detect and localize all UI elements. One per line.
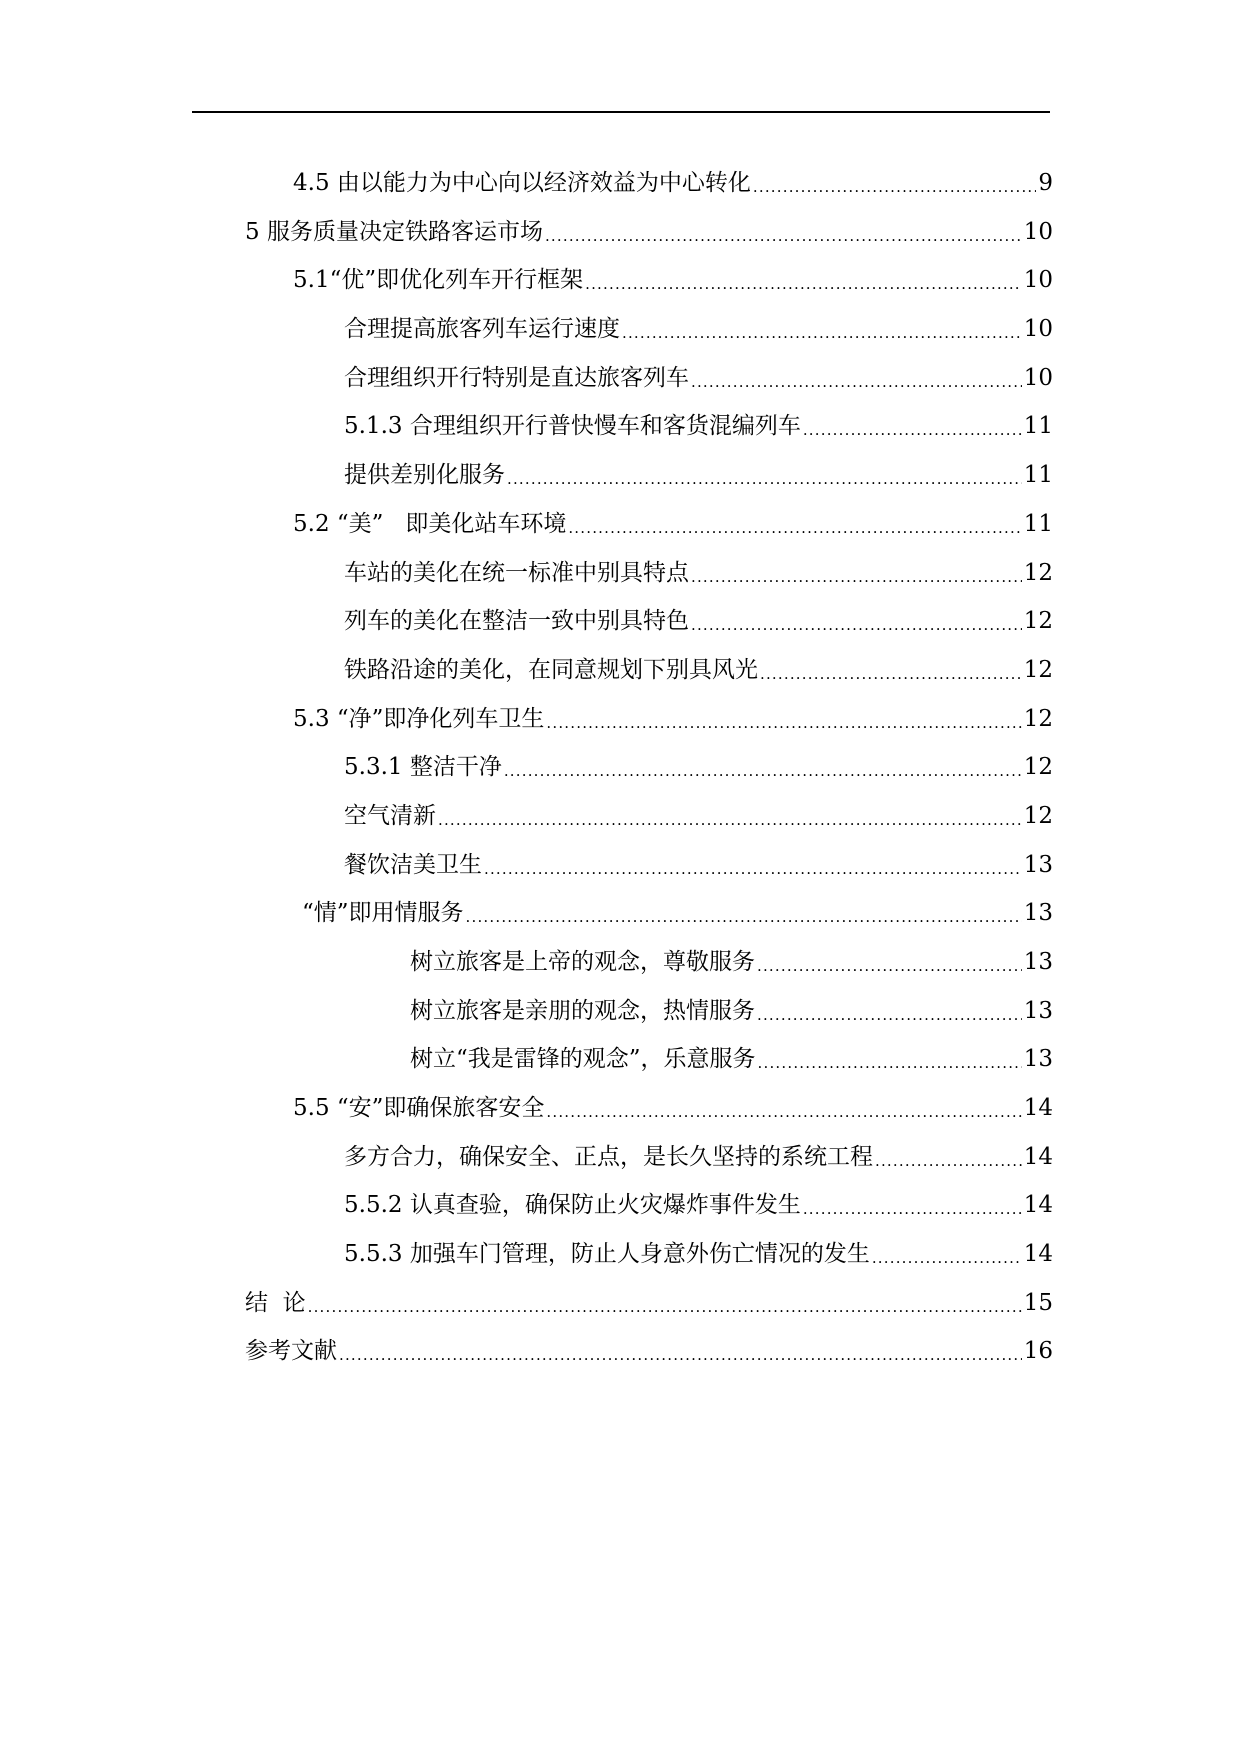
toc-entry-title: 5.2 “美” 即美化站车环境 bbox=[293, 511, 567, 537]
toc-entry-5-4-3[interactable] bbox=[410, 1038, 1053, 1074]
toc-entry-page: 13 bbox=[1023, 949, 1053, 975]
toc-entry-5-3-2[interactable] bbox=[344, 795, 1053, 831]
toc-dot-leader bbox=[622, 322, 1022, 344]
toc-entry-title: 5.5.3 加强车门管理，防止人身意外伤亡情况的发生 bbox=[344, 1241, 870, 1267]
toc-entry-page: 12 bbox=[1023, 560, 1053, 586]
toc-entry-5-2-1[interactable] bbox=[344, 552, 1053, 588]
toc-entry-page: 13 bbox=[1023, 900, 1053, 926]
toc-entry-title: 5.1“优”即优化列车开行框架 bbox=[293, 267, 584, 293]
toc-entry-page: 15 bbox=[1023, 1290, 1053, 1316]
toc-dot-leader bbox=[504, 760, 1022, 782]
toc-entry-page: 14 bbox=[1023, 1241, 1053, 1267]
toc-dot-leader bbox=[466, 906, 1022, 928]
toc-entry-page: 12 bbox=[1023, 706, 1053, 732]
toc-entry-page: 11 bbox=[1023, 462, 1053, 488]
toc-entry-title: 车站的美化在统一标准中别具特点 bbox=[344, 560, 689, 586]
toc-entry-title: 5.5 “安”即确保旅客安全 bbox=[293, 1095, 545, 1121]
toc-entry-title: 结 论 bbox=[245, 1290, 306, 1316]
toc-dot-leader bbox=[760, 663, 1022, 685]
toc-entry-page: 12 bbox=[1023, 754, 1053, 780]
toc-entry-title: 空气清新 bbox=[344, 803, 436, 829]
toc-entry-page: 11 bbox=[1023, 413, 1053, 439]
toc-entry-5-1-3[interactable] bbox=[344, 405, 1053, 441]
toc-entry-title: 餐饮洁美卫生 bbox=[344, 852, 482, 878]
toc-dot-leader bbox=[546, 712, 1021, 734]
toc-entry-title: 提供差别化服务 bbox=[344, 462, 505, 488]
toc-entry-title: 5.3.1 整洁干净 bbox=[344, 754, 502, 780]
toc-entry-title: 5.1.3 合理组织开行普快慢车和客货混编列车 bbox=[344, 413, 801, 439]
toc-dot-leader bbox=[545, 225, 1022, 247]
toc-entry-5-2[interactable] bbox=[293, 503, 1053, 539]
toc-entry-page: 14 bbox=[1023, 1192, 1053, 1218]
toc-entry-page: 13 bbox=[1023, 998, 1053, 1024]
toc-dot-leader bbox=[691, 371, 1022, 393]
toc-dot-leader bbox=[438, 809, 1022, 831]
toc-entry-page: 9 bbox=[1038, 170, 1053, 196]
toc-dot-leader bbox=[585, 273, 1022, 295]
toc-entry-title: 树立“我是雷锋的观念”，乐意服务 bbox=[410, 1046, 756, 1072]
toc-entry-title: 铁路沿途的美化，在同意规划下别具风光 bbox=[344, 657, 758, 683]
toc-entry-title: 合理提高旅客列车运行速度 bbox=[344, 316, 620, 342]
toc-entry-title: 4.5 由以能力为中心向以经济效益为中心转化 bbox=[293, 170, 751, 196]
toc-dot-leader bbox=[872, 1247, 1022, 1269]
toc-entry-page: 12 bbox=[1023, 657, 1053, 683]
toc-entry-title: 列车的美化在整洁一致中别具特色 bbox=[344, 608, 689, 634]
toc-entry-title: 树立旅客是亲朋的观念，热情服务 bbox=[410, 998, 755, 1024]
toc-entry-5-5-1[interactable] bbox=[344, 1136, 1053, 1172]
toc-entry-5-2-3[interactable] bbox=[344, 649, 1053, 685]
toc-dot-leader bbox=[546, 1101, 1021, 1123]
toc-entry-title: 5.3 “净”即净化列车卫生 bbox=[293, 706, 545, 732]
toc-entry-page: 10 bbox=[1023, 316, 1053, 342]
toc-dot-leader bbox=[691, 566, 1022, 588]
toc-entry-page: 12 bbox=[1023, 608, 1053, 634]
toc-dot-leader bbox=[568, 517, 1021, 539]
toc-dot-leader bbox=[339, 1344, 1022, 1366]
toc-entry-conclusion[interactable] bbox=[245, 1282, 1053, 1318]
toc-entry-5-4-2[interactable] bbox=[410, 990, 1053, 1026]
toc-dot-leader bbox=[757, 955, 1022, 977]
toc-entry-5-4[interactable] bbox=[302, 892, 1053, 928]
toc-entry-title: 多方合力，确保安全、正点，是长久坚持的系统工程 bbox=[344, 1144, 873, 1170]
toc-dot-leader bbox=[484, 858, 1022, 880]
toc-entry-title: 合理组织开行特别是直达旅客列车 bbox=[344, 365, 689, 391]
toc-entry-5-3[interactable] bbox=[293, 698, 1053, 734]
toc-entry-page: 13 bbox=[1023, 852, 1053, 878]
toc-entry-title: 5.5.2 认真查验，确保防止火灾爆炸事件发生 bbox=[344, 1192, 801, 1218]
toc-dot-leader bbox=[757, 1004, 1022, 1026]
toc-entry-5-1-1[interactable] bbox=[344, 308, 1053, 344]
toc-entry-5-5-3[interactable] bbox=[344, 1233, 1053, 1269]
toc-dot-leader bbox=[753, 176, 1036, 198]
toc-entry-page: 10 bbox=[1023, 267, 1053, 293]
toc-dot-leader bbox=[803, 1198, 1022, 1220]
toc-entry-page: 13 bbox=[1023, 1046, 1053, 1072]
toc-entry-page: 10 bbox=[1023, 365, 1053, 391]
toc-entry-5-4-1[interactable] bbox=[410, 941, 1053, 977]
toc-entry-title: “情”即用情服务 bbox=[302, 900, 464, 926]
toc-entry-page: 14 bbox=[1023, 1144, 1053, 1170]
toc-entry-page: 10 bbox=[1023, 219, 1053, 245]
toc-dot-leader bbox=[803, 419, 1022, 441]
toc-entry-title: 树立旅客是上帝的观念，尊敬服务 bbox=[410, 949, 755, 975]
toc-entry-5-2-2[interactable] bbox=[344, 600, 1053, 636]
toc-entry-5-5[interactable] bbox=[293, 1087, 1053, 1123]
toc-entry-5-1-4[interactable] bbox=[344, 454, 1053, 490]
toc-dot-leader bbox=[758, 1052, 1022, 1074]
toc-entry-page: 16 bbox=[1023, 1338, 1053, 1364]
toc-entry-4-5[interactable] bbox=[293, 162, 1053, 198]
toc-dot-leader bbox=[507, 468, 1022, 490]
toc-entry-title: 参考文献 bbox=[245, 1338, 337, 1364]
toc-entry-references[interactable] bbox=[245, 1330, 1053, 1366]
toc-entry-page: 11 bbox=[1023, 511, 1053, 537]
toc-entry-title: 5 服务质量决定铁路客运市场 bbox=[245, 219, 543, 245]
toc-entry-page: 12 bbox=[1023, 803, 1053, 829]
toc-entry-5-3-3[interactable] bbox=[344, 844, 1053, 880]
toc-entry-5[interactable] bbox=[245, 211, 1053, 247]
toc-dot-leader bbox=[691, 614, 1022, 636]
toc-entry-page: 14 bbox=[1023, 1095, 1053, 1121]
toc-dot-leader bbox=[875, 1150, 1022, 1172]
toc-entry-5-1-2[interactable] bbox=[344, 357, 1053, 393]
toc-entry-5-3-1[interactable] bbox=[344, 746, 1053, 782]
toc-entry-5-5-2[interactable] bbox=[344, 1184, 1053, 1220]
toc-dot-leader bbox=[308, 1296, 1022, 1318]
toc-entry-5-1[interactable] bbox=[293, 259, 1053, 295]
